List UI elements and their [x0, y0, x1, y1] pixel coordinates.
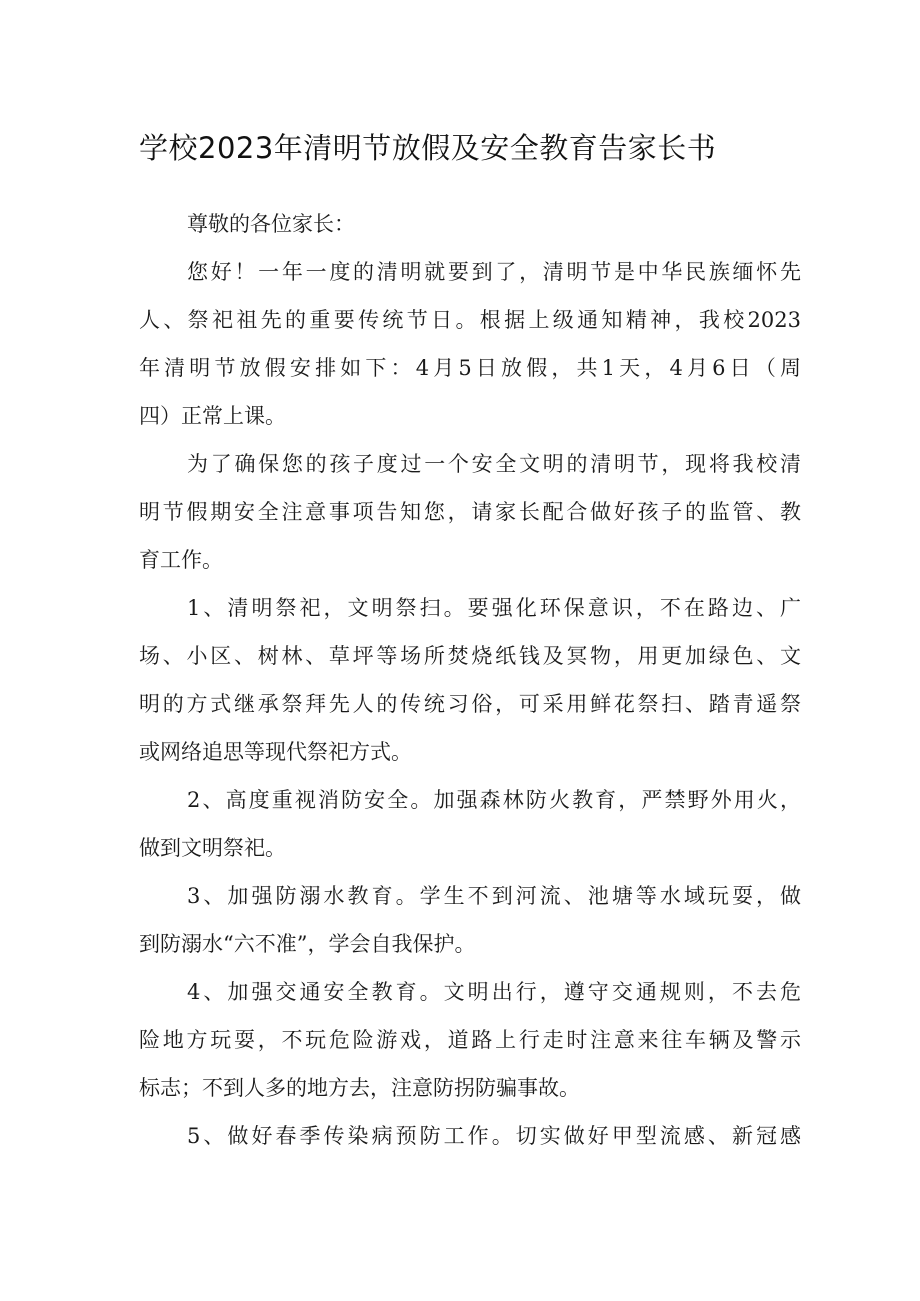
text-line: 为了确保您的孩子度过一个安全文明的清明节，现将我校清 [187, 452, 801, 476]
text-line: 1、清明祭祀，文明祭扫。要强化环保意识，不在路边、广 [187, 596, 801, 620]
text-line: 2、高度重视消防安全。加强森林防火教育，严禁野外用火， [187, 788, 801, 812]
text-line: 明节假期安全注意事项告知您，请家长配合做好孩子的监管、教 [139, 500, 801, 524]
text-line: 育工作。 [139, 548, 223, 572]
text-line: 到防溺水“六不准”，学会自我保护。 [139, 932, 476, 956]
text-line: 做到文明祭祀。 [139, 836, 286, 860]
salutation: 尊敬的各位家长： [187, 212, 355, 236]
text-line: 年清明节放假安排如下：4月5日放假，共1天，4月6日（周 [139, 356, 801, 380]
text-line: 人、祭祀祖先的重要传统节日。根据上级通知精神，我校2023 [139, 308, 801, 332]
document-title: 学校2023年清明节放假及安全教育告家长书 [139, 131, 717, 165]
text-line: 标志；不到人多的地方去，注意防拐防骗事故。 [139, 1076, 580, 1100]
text-line: 或网络追思等现代祭祀方式。 [139, 740, 412, 764]
text-line: 4、加强交通安全教育。文明出行，遵守交通规则，不去危 [187, 980, 801, 1004]
text-line: 四）正常上课。 [139, 404, 286, 428]
text-line: 您好！一年一度的清明就要到了，清明节是中华民族缅怀先 [187, 260, 801, 284]
text-line: 明的方式继承祭拜先人的传统习俗，可采用鲜花祭扫、踏青遥祭 [139, 692, 801, 716]
text-line: 5、做好春季传染病预防工作。切实做好甲型流感、新冠感 [187, 1124, 801, 1148]
text-line: 3、加强防溺水教育。学生不到河流、池塘等水域玩耍，做 [187, 884, 801, 908]
text-line: 场、小区、树林、草坪等场所焚烧纸钱及冥物，用更加绿色、文 [139, 644, 801, 668]
document-body [139, 200, 801, 1160]
text-line: 险地方玩耍，不玩危险游戏，道路上行走时注意来往车辆及警示 [139, 1028, 801, 1052]
